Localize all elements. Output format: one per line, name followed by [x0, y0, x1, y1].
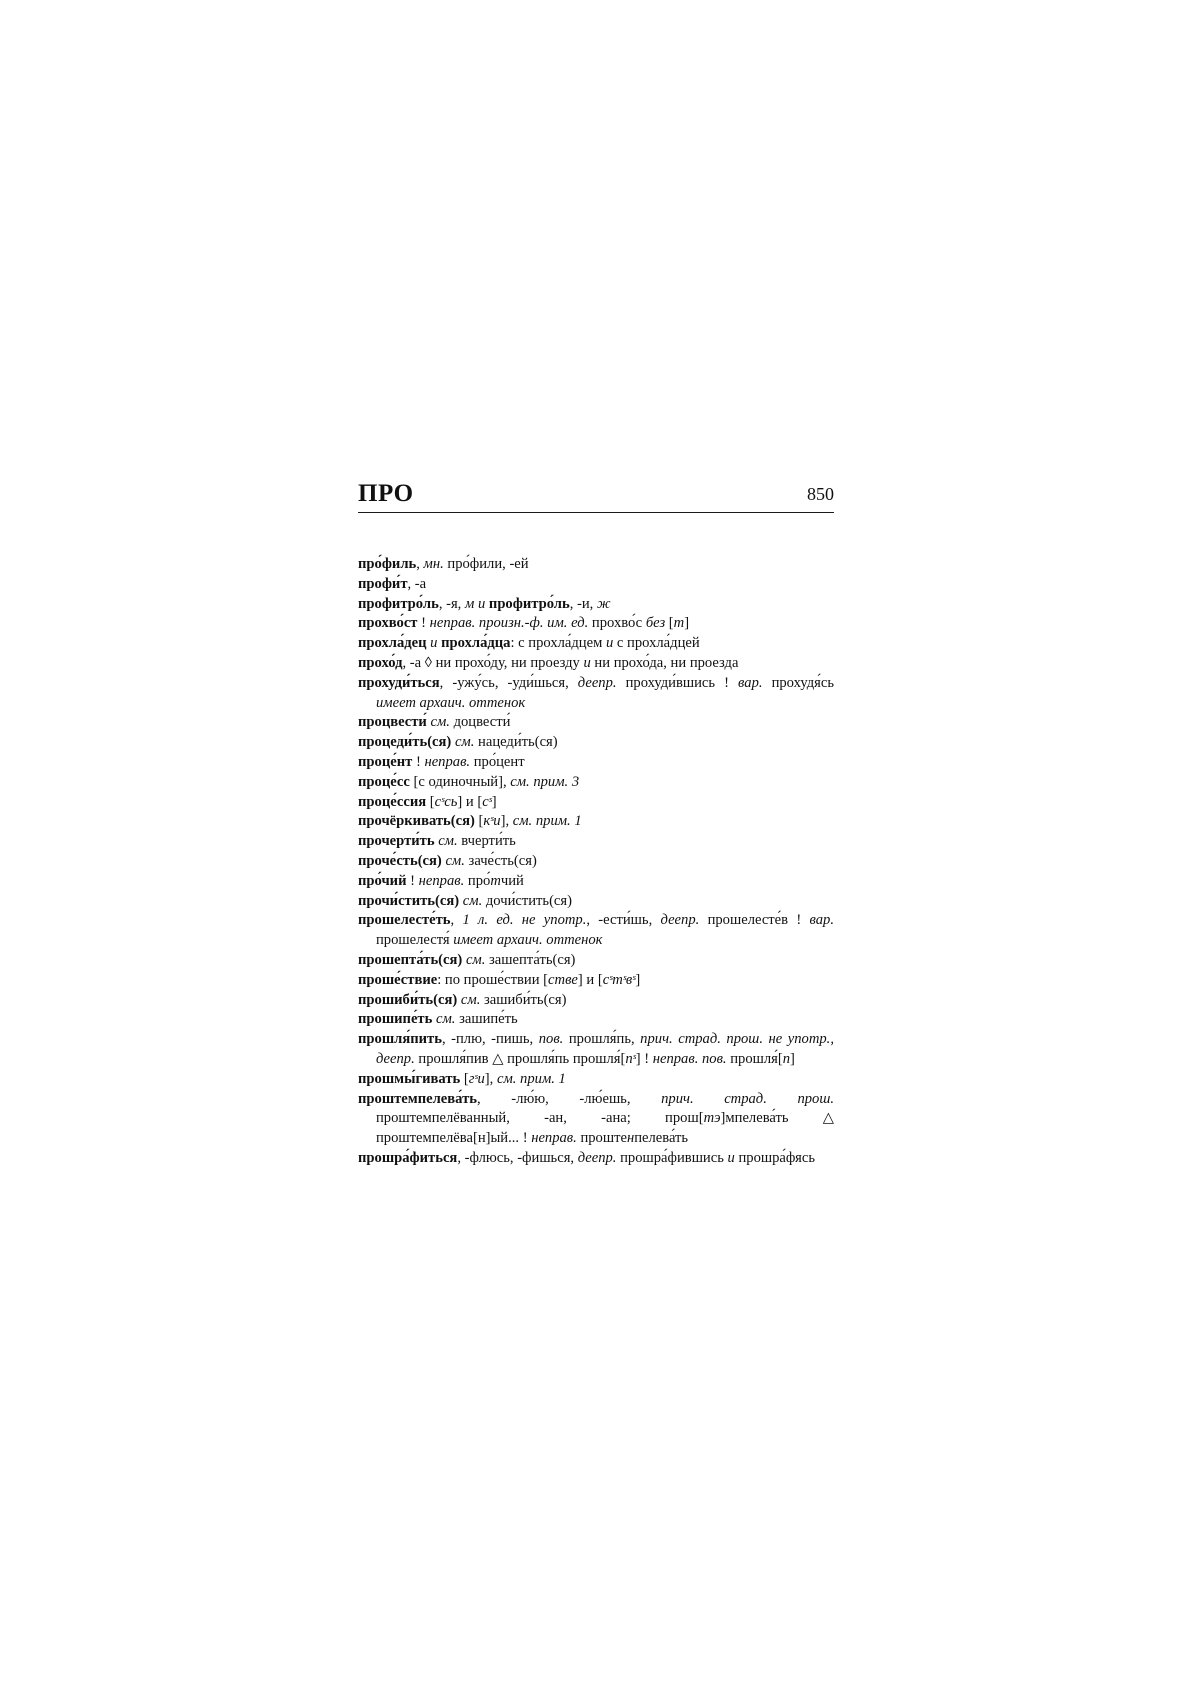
- entry-text: прохво́с: [588, 615, 646, 632]
- page-number: 850: [807, 484, 834, 504]
- dictionary-entry: [358, 654, 834, 674]
- grammar-note: без: [645, 615, 666, 632]
- headword: прохла́дец: [358, 635, 427, 652]
- headword: прошра́фиться: [358, 1149, 458, 1166]
- grammar-note: тэ: [703, 1110, 721, 1127]
- grammar-note: мн.: [423, 556, 444, 572]
- headword: прошепта́ть(ся): [358, 951, 463, 968]
- grammar-note: п: [782, 1050, 791, 1067]
- dictionary-entry: [358, 832, 834, 852]
- dictionary-entry: [358, 852, 834, 872]
- headword: профи́т: [358, 575, 408, 592]
- entry-text: , -а ◊ ни прохо́ду, ни проезду: [402, 654, 584, 671]
- dictionary-entry: [358, 575, 834, 595]
- entry-text: про́: [464, 872, 491, 889]
- grammar-note: сˢсь: [434, 793, 458, 810]
- headword: прохуди́ться: [358, 674, 440, 691]
- grammar-note: неправ. пов.: [652, 1050, 727, 1067]
- dictionary-entry: [358, 733, 834, 753]
- grammar-note: неправ.: [424, 753, 471, 770]
- headword: профитро́ль: [488, 595, 570, 612]
- entry-text: доцвести́: [449, 714, 511, 731]
- entry-text: , -а: [407, 575, 427, 592]
- grammar-note: неправ.: [418, 872, 465, 889]
- entry-text: прошля́пив △ прошля́пь прошля́[: [414, 1050, 626, 1067]
- entry-text: ,: [416, 556, 424, 572]
- entry-text: ] и [: [577, 971, 603, 988]
- entry-text: , -ужу́сь, -уди́шься,: [439, 674, 578, 691]
- entry-text: [: [474, 813, 484, 830]
- headword: проце́сс: [358, 773, 410, 790]
- grammar-note: и: [727, 1149, 735, 1166]
- headword: про́филь: [358, 556, 417, 572]
- entry-text: прошля́[: [726, 1050, 783, 1067]
- dictionary-page: [358, 480, 834, 1169]
- entry-text: : по проше́ствии [: [437, 971, 549, 988]
- entry-text: проште: [576, 1130, 627, 1147]
- entry-text: прохудя́сь: [762, 674, 834, 691]
- dictionary-entry: [358, 713, 834, 733]
- grammar-note: сˢ: [482, 793, 492, 810]
- grammar-note: неправ.: [531, 1130, 577, 1147]
- grammar-note: деепр.: [660, 912, 700, 929]
- grammar-note: см.: [435, 1011, 456, 1028]
- headword: прочерти́ть: [358, 833, 435, 850]
- headword: прошелесте́ть: [358, 912, 451, 929]
- dictionary-entry: [358, 1010, 834, 1030]
- dictionary-entry: [358, 753, 834, 773]
- entry-text: ]мпелева́ть △ проштемпелёва[н]ый... !: [376, 1110, 834, 1147]
- headword: проце́ссия: [358, 793, 427, 810]
- entry-text: дочи́стить(ся): [482, 892, 572, 909]
- grammar-note: см.: [430, 714, 450, 731]
- dictionary-entries: [358, 555, 834, 1169]
- grammar-note: кˢи: [483, 813, 501, 830]
- headword: проше́ствие: [358, 971, 438, 988]
- headword: проче́сть(ся): [358, 852, 442, 869]
- headword: профитро́ль: [358, 595, 439, 612]
- entry-text: прошра́фясь: [734, 1149, 816, 1166]
- entry-text: [: [460, 1070, 469, 1087]
- entry-text: прошелестя́: [376, 932, 454, 949]
- entry-text: зашиби́ть(ся): [480, 991, 567, 1008]
- grammar-note: см. прим. 1: [496, 1070, 566, 1087]
- grammar-note: т: [490, 872, 501, 889]
- grammar-note: 1 л. ед. не употр.: [462, 912, 587, 929]
- headword: прохла́дца: [441, 635, 511, 652]
- grammar-note: пˢ: [625, 1050, 636, 1067]
- grammar-note: прич. страд. прош.: [661, 1090, 834, 1107]
- grammar-note: пов.: [538, 1031, 564, 1048]
- dictionary-entry: [358, 793, 834, 813]
- entry-text: ,: [450, 912, 463, 929]
- headword: процвести́: [358, 714, 427, 731]
- dictionary-entry: [358, 674, 834, 714]
- grammar-note: и: [583, 654, 591, 671]
- grammar-note: н: [626, 1130, 635, 1147]
- grammar-note: см.: [462, 892, 483, 909]
- entry-text: про́фили, -ей: [443, 556, 529, 572]
- headword: прочи́стить(ся): [358, 892, 460, 909]
- grammar-note: см.: [454, 734, 475, 751]
- grammar-note: т: [673, 615, 685, 632]
- grammar-note: деепр.: [577, 674, 617, 691]
- entry-text: прошля́пь,: [563, 1031, 641, 1048]
- grammar-note: см.: [445, 852, 465, 869]
- dictionary-entry: [358, 555, 834, 575]
- headword: прохво́ст: [358, 615, 418, 632]
- grammar-note: вар.: [809, 912, 834, 929]
- entry-text: с прохла́дцей: [613, 635, 700, 652]
- entry-text: прошра́фившись: [616, 1149, 728, 1166]
- entry-text: ],: [484, 1070, 497, 1087]
- dictionary-entry: [358, 812, 834, 832]
- entry-text: ] и [: [457, 793, 483, 810]
- grammar-note: сˢтˢвˢ: [602, 971, 636, 988]
- entry-text: [: [665, 615, 674, 632]
- dictionary-entry: [358, 1030, 834, 1070]
- grammar-note: гˢи: [468, 1070, 485, 1087]
- entry-text: зашипе́ть: [455, 1011, 518, 1028]
- entry-text: ] !: [635, 1050, 653, 1067]
- running-head: ПРО: [358, 480, 414, 507]
- headword: про́чий: [358, 872, 407, 889]
- entry-text: ]: [790, 1050, 795, 1067]
- entry-text: !: [417, 615, 430, 632]
- dictionary-entry: [358, 773, 834, 793]
- entry-text: !: [412, 753, 425, 770]
- entry-text: ]: [635, 971, 641, 988]
- entry-text: заче́сть(ся): [464, 852, 537, 869]
- entry-text: , -плю, -пишь,: [441, 1031, 539, 1048]
- entry-text: проштемпелёванный, -ан, -ана; прош[: [376, 1110, 704, 1127]
- grammar-note: м и: [464, 595, 486, 612]
- dictionary-entry: [358, 1149, 834, 1169]
- entry-text: ],: [500, 813, 513, 830]
- dictionary-entry: [358, 1070, 834, 1090]
- dictionary-entry: [358, 892, 834, 912]
- grammar-note: ж: [596, 595, 611, 612]
- headword: прошипе́ть: [358, 1011, 433, 1028]
- grammar-note: деепр.: [577, 1149, 617, 1166]
- entry-text: !: [406, 872, 419, 889]
- dictionary-entry: [358, 595, 834, 615]
- grammar-note: имеет архаич. оттенок: [453, 932, 603, 949]
- grammar-note: и: [605, 635, 614, 652]
- dictionary-entry: [358, 951, 834, 971]
- entry-text: , -ести́шь,: [586, 912, 661, 929]
- entry-text: [: [426, 793, 435, 810]
- grammar-note: стве: [548, 971, 578, 988]
- entry-text: вчерти́ть: [457, 833, 516, 850]
- dictionary-entry: [358, 634, 834, 654]
- dictionary-entry: [358, 991, 834, 1011]
- entry-text: , -лю́ю, -лю́ешь,: [476, 1090, 662, 1107]
- dictionary-entry: [358, 872, 834, 892]
- grammar-note: см. прим. 1: [512, 813, 582, 830]
- grammar-note: имеет архаич. оттенок: [376, 694, 526, 711]
- headword: прохо́д: [358, 654, 403, 671]
- grammar-note: вар.: [738, 674, 763, 691]
- grammar-note: см. прим. 3: [510, 773, 580, 790]
- entry-text: нацеди́ть(ся): [474, 734, 558, 751]
- grammar-note: прич. страд. прош. не употр., деепр.: [376, 1031, 834, 1067]
- entry-text: ни прохо́да, ни проезда: [590, 654, 739, 671]
- grammar-note: см.: [460, 991, 481, 1008]
- grammar-note: неправ. произн.-ф. им. ед.: [429, 615, 589, 632]
- headword: прочёркивать(ся): [358, 813, 475, 830]
- dictionary-entry: [358, 971, 834, 991]
- headword: прошиби́ть(ся): [358, 991, 458, 1008]
- dictionary-entry: [358, 911, 834, 951]
- entry-text: прохуди́вшись !: [616, 674, 739, 691]
- headword: прошля́пить: [358, 1031, 442, 1048]
- headword: процеди́ть(ся): [358, 734, 452, 751]
- grammar-note: см.: [465, 951, 486, 968]
- grammar-note: см.: [438, 833, 458, 850]
- entry-text: про́цент: [470, 753, 525, 770]
- grammar-note: и: [430, 635, 438, 652]
- entry-text: , -я,: [438, 595, 465, 612]
- entry-text: , -и,: [569, 595, 597, 612]
- entry-text: зашепта́ть(ся): [485, 951, 576, 968]
- entry-text: ]: [491, 793, 497, 810]
- entry-text: прошелесте́в !: [699, 912, 810, 929]
- dictionary-entry: [358, 1090, 834, 1149]
- entry-text: ]: [684, 615, 690, 632]
- dictionary-entry: [358, 614, 834, 634]
- entry-text: [с одиночный],: [409, 773, 511, 790]
- headword: проштемпелева́ть: [358, 1090, 477, 1107]
- headword: прошмы́гивать: [358, 1070, 461, 1087]
- entry-text: : с прохла́дцем: [510, 635, 606, 652]
- entry-text: , -флюсь, -фишься,: [457, 1149, 578, 1166]
- headword: проце́нт: [358, 753, 413, 770]
- entry-text: пелева́ть: [634, 1130, 689, 1147]
- entry-text: чий: [500, 872, 524, 889]
- page-header: [358, 480, 834, 513]
